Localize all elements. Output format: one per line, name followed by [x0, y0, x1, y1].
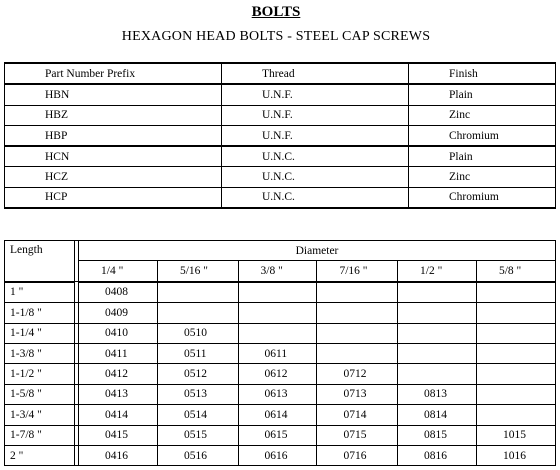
length-cell: 1-1/4 " — [5, 323, 75, 343]
part-number-cell: 0816 — [398, 445, 477, 465]
finish-cell: Plain — [409, 84, 556, 105]
part-number-cell — [317, 323, 398, 343]
page-title: BOLTS — [251, 4, 301, 20]
diameter-header: 7/16 " — [317, 261, 398, 282]
length-cell: 1-5/8 " — [5, 384, 75, 404]
length-cell: 2 " — [5, 445, 75, 465]
table-row — [5, 105, 556, 125]
part-number-cell — [398, 364, 477, 384]
table-row — [5, 445, 556, 465]
part-number-cell: 0413 — [79, 384, 158, 404]
part-number-cell: 1015 — [476, 425, 555, 445]
part-number-cell — [238, 282, 317, 303]
part-number-cell: 0515 — [157, 425, 238, 445]
part-number-cell — [317, 343, 398, 363]
table-row — [5, 323, 556, 343]
prefix-table — [4, 62, 556, 209]
finish-cell: Chromium — [409, 187, 556, 208]
part-number-cell: 0510 — [157, 323, 238, 343]
diameter-column-header: Diameter — [79, 241, 556, 261]
part-number-cell: 0411 — [79, 343, 158, 363]
prefix-table-header-row — [5, 63, 556, 84]
finish-column-header: Finish — [409, 63, 556, 84]
part-number-cell: 0615 — [238, 425, 317, 445]
table-row — [5, 146, 556, 167]
table-row — [5, 187, 556, 208]
part-number-cell — [476, 343, 555, 363]
part-number-cell: 0409 — [79, 303, 158, 323]
part-number-cell — [157, 282, 238, 303]
diameter-header: 1/2 " — [398, 261, 477, 282]
part-number-cell — [476, 405, 555, 425]
table-row — [5, 343, 556, 363]
size-table-body — [5, 282, 556, 466]
part-number-cell: 0513 — [157, 384, 238, 404]
part-number-cell: 0408 — [79, 282, 158, 303]
table-row — [5, 84, 556, 105]
part-number-cell: 0410 — [79, 323, 158, 343]
thread-cell: U.N.F. — [222, 105, 409, 125]
thread-cell: U.N.F. — [222, 84, 409, 105]
length-cell: 1-1/8 " — [5, 303, 75, 323]
diameter-header: 5/8 " — [476, 261, 555, 282]
prefix-cell: HCZ — [5, 167, 222, 187]
thread-column-header: Thread — [222, 63, 409, 84]
part-number-cell — [398, 323, 477, 343]
length-cell: 1-7/8 " — [5, 425, 75, 445]
table-row — [5, 425, 556, 445]
length-column-header: Length — [5, 241, 75, 282]
part-number-cell — [476, 282, 555, 303]
part-number-cell: 0612 — [238, 364, 317, 384]
part-number-cell: 0416 — [79, 445, 158, 465]
size-table-header-row — [5, 241, 556, 261]
diameter-header: 5/16 " — [157, 261, 238, 282]
part-number-cell: 0516 — [157, 445, 238, 465]
table-row — [5, 167, 556, 187]
part-number-cell: 0616 — [238, 445, 317, 465]
prefix-cell: HBP — [5, 125, 222, 146]
part-number-cell — [317, 303, 398, 323]
finish-cell: Zinc — [409, 105, 556, 125]
length-cell: 1-3/8 " — [5, 343, 75, 363]
part-number-cell: 0414 — [79, 405, 158, 425]
part-number-cell: 0512 — [157, 364, 238, 384]
part-number-cell: 0611 — [238, 343, 317, 363]
part-number-cell: 0713 — [317, 384, 398, 404]
finish-cell: Plain — [409, 146, 556, 167]
part-number-cell — [317, 282, 398, 303]
part-number-cell: 0715 — [317, 425, 398, 445]
part-number-cell: 0613 — [238, 384, 317, 404]
part-number-cell: 0813 — [398, 384, 477, 404]
prefix-cell: HBN — [5, 84, 222, 105]
part-number-cell: 0815 — [398, 425, 477, 445]
thread-cell: U.N.C. — [222, 187, 409, 208]
diameter-subheader-row — [5, 261, 556, 282]
part-number-cell — [398, 343, 477, 363]
table-row — [5, 364, 556, 384]
diameter-header: 3/8 " — [238, 261, 317, 282]
part-number-cell — [238, 323, 317, 343]
part-number-cell: 0814 — [398, 405, 477, 425]
length-cell: 1 " — [5, 282, 75, 303]
part-number-cell — [238, 303, 317, 323]
table-row — [5, 303, 556, 323]
part-number-cell: 0412 — [79, 364, 158, 384]
part-number-cell: 0511 — [157, 343, 238, 363]
part-number-cell: 0712 — [317, 364, 398, 384]
length-cell: 1-3/4 " — [5, 405, 75, 425]
thread-cell: U.N.C. — [222, 167, 409, 187]
part-number-cell — [398, 303, 477, 323]
part-number-cell — [476, 303, 555, 323]
part-number-cell: 0714 — [317, 405, 398, 425]
part-number-cell — [157, 303, 238, 323]
prefix-column-header: Part Number Prefix — [5, 63, 222, 84]
table-row — [5, 282, 556, 303]
part-number-cell: 0415 — [79, 425, 158, 445]
finish-cell: Chromium — [409, 125, 556, 146]
table-row — [5, 405, 556, 425]
table-row — [5, 125, 556, 146]
diameter-header: 1/4 " — [79, 261, 158, 282]
part-number-cell — [398, 282, 477, 303]
prefix-cell: HCN — [5, 146, 222, 167]
prefix-cell: HCP — [5, 187, 222, 208]
finish-cell: Zinc — [409, 167, 556, 187]
part-number-cell — [476, 364, 555, 384]
part-number-cell: 0514 — [157, 405, 238, 425]
part-number-cell: 0716 — [317, 445, 398, 465]
table-row — [5, 384, 556, 404]
thread-cell: U.N.F. — [222, 125, 409, 146]
thread-cell: U.N.C. — [222, 146, 409, 167]
part-number-cell — [476, 323, 555, 343]
part-number-cell: 1016 — [476, 445, 555, 465]
part-number-cell — [476, 384, 555, 404]
prefix-cell: HBZ — [5, 105, 222, 125]
page-subtitle: HEXAGON HEAD BOLTS - STEEL CAP SCREWS — [121, 29, 431, 44]
length-cell: 1-1/2 " — [5, 364, 75, 384]
part-number-cell: 0614 — [238, 405, 317, 425]
size-table — [4, 240, 556, 466]
